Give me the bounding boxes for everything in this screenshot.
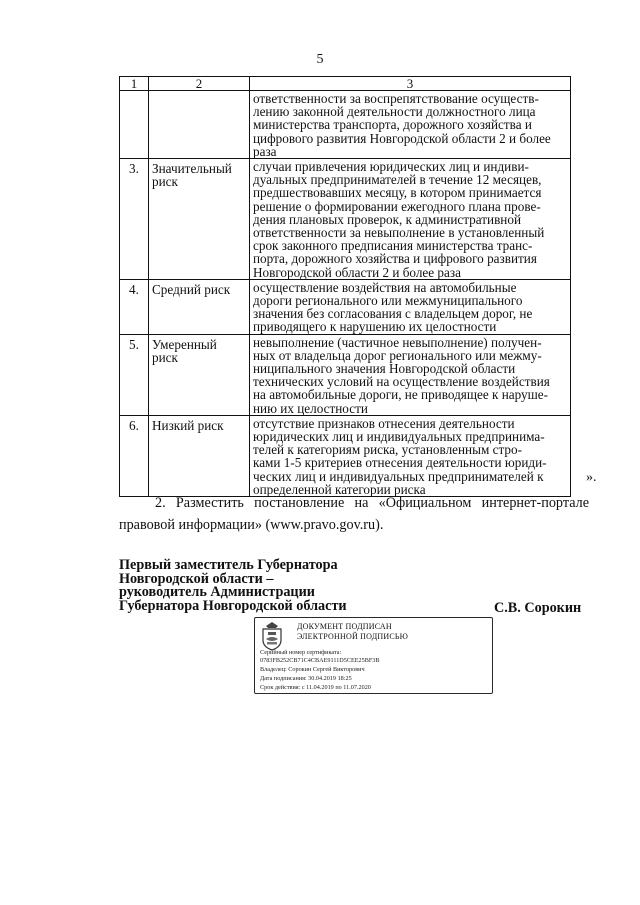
criteria-cell <box>250 334 571 415</box>
stamp-cert-label: Серийный номер сертификата: <box>260 649 342 656</box>
signatory-name: С.В. Сорокин <box>494 600 582 616</box>
criteria-line: дуальных предпринимателей в течение 12 месяцев, <box>253 172 542 188</box>
risk-criteria-table <box>119 76 571 497</box>
publication-paragraph <box>119 492 589 536</box>
criteria-line: на автомобильные дороги, не приводящее к наруше- <box>253 387 549 403</box>
criteria-line: технических условий на осуществление воздействия <box>253 374 550 390</box>
criteria-line: министерства транспорта, дорожного хозяйства и <box>253 117 532 133</box>
risk-category-cell: Умеренный риск <box>149 334 250 415</box>
table-header-row <box>120 77 571 91</box>
signatory-line-4: Губернатора Новгородской области <box>119 597 347 614</box>
criteria-line: ответственности за невыполнение в установленный <box>253 225 545 241</box>
criteria-line: лению законной деятельности должностного лица <box>253 104 536 120</box>
electronic-signature-stamp <box>254 617 493 694</box>
risk-category-cell <box>149 91 250 159</box>
header-cell-1: 1 <box>120 77 149 91</box>
table-row <box>120 415 571 496</box>
signatory-line-1: Первый заместитель Губернатора <box>119 557 338 573</box>
row-number-cell: 4. <box>120 279 149 334</box>
stamp-heading-2: ЭЛЕКТРОННОЙ ПОДПИСЬЮ <box>297 632 409 641</box>
criteria-cell <box>250 91 571 159</box>
criteria-line: отсутствие признаков отнесения деятельности <box>253 415 515 431</box>
criteria-line: ками 1-5 критериев отнесения деятельности юриди- <box>253 455 547 471</box>
signatory-line-2: Новгородской области – <box>119 570 274 587</box>
criteria-line: нию их целостности <box>253 400 368 416</box>
criteria-cell <box>250 279 571 334</box>
criteria-line: определенной категории риска <box>253 481 426 497</box>
stamp-cert-number: 0783FB252CB71C4CBAE9111D5CEE25BF3B <box>260 657 380 664</box>
page-number: 5 <box>316 52 324 67</box>
table-row <box>120 279 571 334</box>
row-number-cell <box>120 91 149 159</box>
criteria-line: решение о формировании ежегодного плана прове- <box>253 198 541 214</box>
criteria-line: срок законного предписания министерства транс- <box>253 238 533 254</box>
table-row <box>120 334 571 415</box>
stamp-validity: Срок действия: с 11.04.2019 по 11.07.2020 <box>260 684 371 691</box>
criteria-cell <box>250 415 571 496</box>
stamp-heading-1: ДОКУМЕНТ ПОДПИСАН <box>297 622 392 631</box>
criteria-line: ответственности за воспрепятствование осуществ- <box>253 91 539 106</box>
risk-category-cell: Средний риск <box>149 279 250 334</box>
criteria-line: невыполнение (частичное невыполнение) получен- <box>253 334 542 350</box>
criteria-line: раза <box>253 143 277 159</box>
criteria-line: телей к категориям риска, установленным стро- <box>253 442 522 458</box>
criteria-line: цифрового развития Новгородской области 2 и более <box>253 130 551 146</box>
row-number-cell: 5. <box>120 334 149 415</box>
criteria-line: Новгородской области 2 и более раза <box>253 264 461 280</box>
risk-category-cell: Низкий риск <box>149 415 250 496</box>
table-row <box>120 159 571 280</box>
signatory-line-3: руководитель Администрации <box>119 584 315 601</box>
criteria-cell <box>250 159 571 280</box>
criteria-line: юридических лиц и индивидуальных предпринима- <box>253 429 545 445</box>
stamp-signing-date: Дата подписания: 30.04.2019 18:25 <box>260 675 352 682</box>
header-cell-3: 3 <box>250 77 571 91</box>
row-number-cell: 3. <box>120 159 149 280</box>
table-row <box>120 91 571 159</box>
criteria-line: ниципального значения Новгородской области <box>253 361 516 377</box>
criteria-line: ных от владельца дорог регионального или межму- <box>253 347 542 363</box>
row-number-cell: 6. <box>120 415 149 496</box>
criteria-line: дороги регионального или межмуниципального <box>253 293 523 309</box>
criteria-line: предшествовавших месяцу, в котором принимается <box>253 185 542 201</box>
criteria-line: случаи привлечения юридических лиц и индиви- <box>253 159 529 175</box>
criteria-line: дения плановых проверок, к административной <box>253 211 522 227</box>
criteria-line: значения без согласования с владельцем дорог, не <box>253 306 533 322</box>
header-cell-2: 2 <box>149 77 250 91</box>
paragraph-line-1: 2. Разместить постановление на «Официальном интернет-портале <box>155 495 589 511</box>
criteria-line: осуществление воздействия на автомобильные <box>253 279 517 295</box>
criteria-line: приводящего к нарушению их целостности <box>253 319 497 335</box>
coat-of-arms-icon <box>260 621 284 651</box>
signatory-position <box>119 559 347 613</box>
closing-quote: ». <box>586 470 597 485</box>
criteria-line: порта, дорожного хозяйства и цифрового развития <box>253 251 537 267</box>
stamp-owner: Владелец: Сорокин Сергей Викторович <box>260 666 365 673</box>
paragraph-line-2: правовой информации» (www.pravo.gov.ru). <box>119 517 384 533</box>
criteria-line: ческих лиц и индивидуальных предпринимателей к <box>253 468 544 484</box>
risk-category-cell: Значительный риск <box>149 159 250 280</box>
